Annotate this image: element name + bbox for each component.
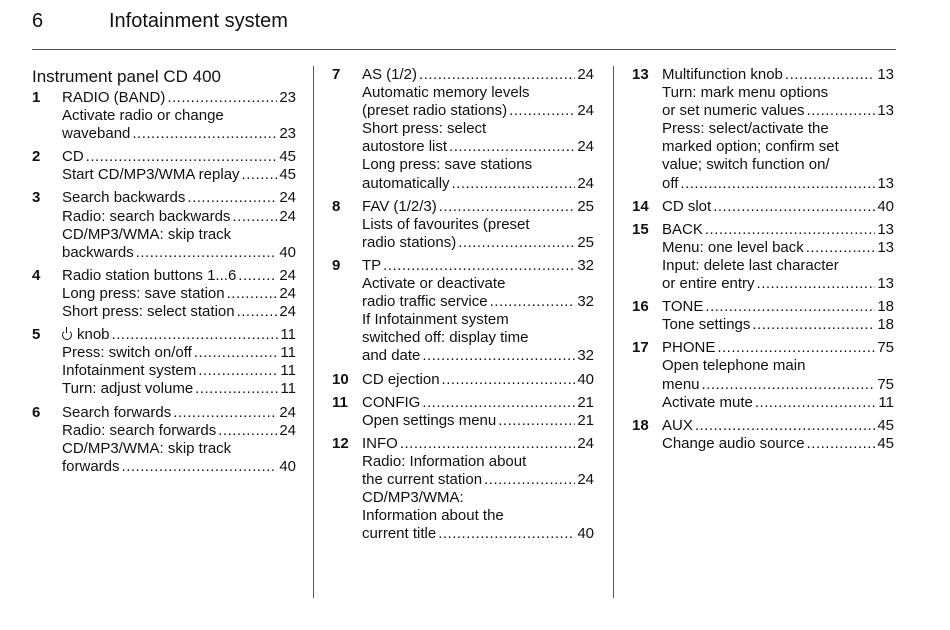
line-text: Open telephone main [662,357,806,375]
index-text-line [662,156,894,174]
entry-lines [362,394,594,430]
line-text: off [662,174,679,192]
index-entry [32,326,296,398]
index-line [362,198,594,216]
page-ref: 40 [279,457,296,475]
index-line [662,376,894,394]
entry-number: 5 [32,326,41,344]
page-ref: 21 [577,411,594,429]
line-text: Long press: save stations [362,156,533,174]
line-text: Short press: select [362,120,487,138]
line-text: or entire entry [662,275,755,293]
line-text [62,326,110,344]
line-text: TP [362,256,382,274]
line-text: Information about the [362,507,504,525]
dot-leader [438,525,575,543]
page-ref: 24 [577,174,594,192]
line-text: automatically [362,174,450,192]
entry-number: 9 [332,256,341,274]
index-text-line [662,138,894,156]
dot-leader [422,394,575,412]
index-line [662,66,894,84]
page-ref: 24 [577,138,594,156]
entry-lines [662,298,894,334]
index-text-line [62,107,296,125]
dot-leader [167,89,277,107]
index-entry [32,267,296,321]
index-line [62,125,296,143]
page-ref: 32 [577,256,594,274]
dot-leader [717,339,875,357]
index-text-line [662,120,894,138]
line-text: CD/MP3/WMA: skip track [62,439,232,457]
column-2 [332,66,594,548]
index-entry [32,189,296,261]
page-ref: 18 [877,298,894,316]
page-ref: 45 [877,416,894,434]
index-text-line [362,311,594,329]
index-entry [332,257,594,366]
dot-leader [439,198,576,216]
page-number: 6 [32,10,44,32]
entry-lines [662,417,894,453]
dot-leader [807,102,876,120]
page-ref: 13 [877,220,894,238]
line-text: the current station [362,470,483,488]
line-text: (preset radio stations) [362,102,508,120]
line-text: Radio station buttons 1...6 [62,266,237,284]
line-text: Change audio source [662,434,805,452]
line-label: knob [77,326,110,344]
entry-list [632,66,894,453]
index-line [62,380,296,398]
index-line [362,471,594,489]
index-text-line [662,257,894,275]
page-ref: 40 [577,370,594,388]
entry-lines [662,66,894,193]
index-line [662,239,894,257]
line-text: marked option; confirm set [662,138,839,156]
entry-number: 6 [32,403,41,421]
dot-leader [173,404,277,422]
dot-leader [705,221,875,239]
dot-leader [490,293,576,311]
page-ref: 24 [279,403,296,421]
dot-leader [419,66,575,84]
dot-leader [806,239,876,257]
line-text: or set numeric values [662,102,805,120]
index-line [662,175,894,193]
page-ref: 24 [577,470,594,488]
line-text: menu [662,375,700,393]
index-line [62,326,296,344]
entry-lines [62,189,296,261]
index-entry [632,417,894,453]
line-text: Search forwards [62,403,172,421]
index-entry [632,298,894,334]
entry-number: 16 [632,298,649,316]
line-text: switched off: display time [362,329,529,347]
dot-leader [242,166,278,184]
line-text: TONE [662,298,704,316]
page-ref: 24 [279,189,296,207]
line-text: waveband [62,125,131,143]
dot-leader [112,326,279,344]
index-line [362,257,594,275]
page-ref: 18 [877,316,894,334]
line-text: CD/MP3/WMA: skip track [62,225,232,243]
entry-number: 12 [332,434,349,452]
dot-leader [122,458,278,476]
dot-leader [136,244,278,262]
index-line [362,371,594,389]
entry-number: 1 [32,89,41,106]
entry-lines [362,371,594,389]
index-line [362,138,594,156]
line-text: Tone settings [662,316,751,334]
line-text: Radio: Information about [362,452,527,470]
dot-leader [422,347,575,365]
section-title: Instrument panel CD 400 [32,67,221,86]
column-3 [632,66,894,458]
entry-number: 15 [632,220,649,238]
dot-leader [785,66,875,84]
line-text: radio traffic service [362,293,488,311]
line-text: CD ejection [362,370,440,388]
entry-number: 2 [32,148,41,166]
index-text-line [662,357,894,375]
entry-lines [62,148,296,184]
line-text: Menu: one level back [662,238,804,256]
index-line [62,208,296,226]
line-text: Infotainment system [62,362,197,380]
line-text: Search backwards [62,189,186,207]
index-entry [32,89,296,143]
index-text-line [362,156,594,174]
index-entry [332,394,594,430]
index-line [662,298,894,316]
index-entry [632,66,894,193]
dot-leader [755,394,877,412]
dot-leader [238,267,277,285]
index-text-line [362,453,594,471]
entry-lines [362,257,594,366]
dot-leader [498,412,575,430]
line-text: AUX [662,416,693,434]
line-text: CD/MP3/WMA: [362,489,464,507]
index-entry [332,198,594,252]
page-ref: 11 [280,380,296,398]
entry-list [332,66,594,543]
entry-number: 11 [332,393,348,411]
line-text: Input: delete last character [662,256,839,274]
entry-number: 4 [32,266,41,284]
line-text: Start CD/MP3/WMA replay [62,166,240,184]
entry-number: 7 [332,66,341,83]
chapter-title: Infotainment system [109,10,288,32]
line-text: Activate radio or change [62,107,224,125]
line-text: RADIO (BAND) [62,89,166,106]
page-ref: 24 [279,284,296,302]
index-entry [32,148,296,184]
page-ref: 13 [877,66,894,83]
dot-leader [695,417,875,435]
index-line [62,267,296,285]
line-text: FAV (1/2/3) [362,197,437,215]
column-1 [32,66,296,481]
line-text: Automatic memory levels [362,84,530,102]
index-line [62,166,296,184]
page-ref: 25 [577,197,594,215]
entry-lines [62,326,296,398]
index-entry [332,435,594,544]
dot-leader [198,362,278,380]
page-ref: 45 [279,148,296,166]
index-text-line [62,226,296,244]
index-line [362,66,594,84]
dot-leader [458,234,575,252]
index-line [362,293,594,311]
index-line [662,221,894,239]
index-text-line [662,84,894,102]
index-line [362,394,594,412]
page-ref: 13 [877,102,894,120]
page-ref: 75 [877,375,894,393]
line-text: Open settings menu [362,411,497,429]
page-ref: 40 [279,243,296,261]
index-line [362,102,594,120]
line-text: forwards [62,457,120,475]
page-ref: 24 [577,434,594,452]
page-ref: 11 [280,362,296,380]
index-line [662,417,894,435]
page-ref: 75 [877,339,894,357]
page-ref: 24 [279,266,296,284]
index-line [662,339,894,357]
page-ref: 24 [279,303,296,321]
line-text: Press: select/activate the [662,120,829,138]
page-ref: 21 [577,393,594,411]
page-ref: 11 [280,326,296,344]
dot-leader [757,275,876,293]
page-ref: 11 [878,393,894,411]
entry-lines [662,339,894,411]
entry-number: 8 [332,197,341,215]
index-text-line [362,489,594,507]
line-text: PHONE [662,339,716,357]
line-text: autostore list [362,138,448,156]
entry-number: 3 [32,189,41,207]
index-line [362,412,594,430]
line-text: and date [362,347,421,365]
entry-number: 18 [632,416,649,434]
index-line [362,234,594,252]
line-text: backwards [62,243,134,261]
dot-leader [713,198,875,216]
page-ref: 32 [577,293,594,311]
index-entry [332,66,594,193]
index-line [62,404,296,422]
column-divider [613,66,614,598]
line-text: Activate mute [662,393,753,411]
line-text: Turn: mark menu options [662,84,829,102]
index-line [662,394,894,412]
page-ref: 23 [279,125,296,143]
line-text: BACK [662,220,703,238]
dot-leader [509,102,575,120]
entry-lines [362,435,594,544]
page-ref: 24 [279,207,296,225]
dot-leader [383,257,575,275]
page-ref: 23 [279,89,296,106]
power-icon [62,330,72,340]
line-text: Long press: save station [62,284,225,302]
line-text: Activate or deactivate [362,275,506,293]
page-ref: 40 [577,525,594,543]
page-ref: 24 [279,421,296,439]
line-text: Turn: adjust volume [62,380,194,398]
index-line [662,316,894,334]
entry-lines [362,198,594,252]
index-line [62,244,296,262]
line-text: value; switch function on/ [662,156,830,174]
line-text: Radio: search forwards [62,421,217,439]
line-text: Multifunction knob [662,66,783,83]
page-ref: 13 [877,174,894,192]
index-line [662,198,894,216]
page-ref: 24 [577,66,594,83]
page-ref: 32 [577,347,594,365]
dot-leader [195,380,278,398]
page-ref: 45 [279,166,296,184]
index-text-line [362,216,594,234]
index-text-line [362,120,594,138]
entry-number: 13 [632,66,649,83]
dot-leader [449,138,575,156]
line-text: AS (1/2) [362,66,418,83]
dot-leader [705,298,875,316]
entry-list [32,89,296,476]
entry-number: 14 [632,197,649,215]
line-text: INFO [362,434,398,452]
entry-lines [662,198,894,216]
index-line [62,344,296,362]
dot-leader [218,422,277,440]
index-line [62,303,296,321]
line-text: Lists of favourites (preset [362,215,530,233]
entry-lines [662,221,894,293]
line-text: radio stations) [362,233,457,251]
index-line [62,362,296,380]
entry-number: 10 [332,370,349,388]
index-entry [632,339,894,411]
index-line [662,435,894,453]
line-text: Press: switch on/off [62,344,192,362]
dot-leader [194,344,279,362]
entry-lines [362,66,594,193]
index-line [62,422,296,440]
page-ref: 24 [577,102,594,120]
index-line [662,102,894,120]
index-line [62,285,296,303]
line-text: CONFIG [362,393,421,411]
index-entry [632,221,894,293]
index-line [62,148,296,166]
dot-leader [86,148,278,166]
index-line [362,435,594,453]
dot-leader [400,435,575,453]
index-line [62,189,296,207]
page-ref: 13 [877,238,894,256]
dot-leader [227,285,278,303]
dot-leader [752,316,875,334]
index-text-line [362,329,594,347]
index-line [362,347,594,365]
page-ref: 13 [877,275,894,293]
line-text: CD [62,148,84,166]
dot-leader [452,175,576,193]
index-entry [32,404,296,476]
index-line [662,275,894,293]
dot-leader [702,376,876,394]
index-line [62,458,296,476]
line-text: CD slot [662,197,712,215]
page-ref: 45 [877,434,894,452]
line-text: current title [362,525,437,543]
index-text-line [362,507,594,525]
column-divider [313,66,314,598]
dot-leader [807,435,876,453]
index-entry [332,371,594,389]
dot-leader [232,208,277,226]
dot-leader [132,125,277,143]
header-rule [32,49,896,50]
dot-leader [187,189,277,207]
line-text: If Infotainment system [362,311,509,329]
index-text-line [362,275,594,293]
dot-leader [484,471,575,489]
entry-lines [62,404,296,476]
dot-leader [237,303,278,321]
index-line [62,89,296,107]
index-text-line [62,440,296,458]
dot-leader [680,175,875,193]
index-line [362,175,594,193]
index-line [362,525,594,543]
line-text: Short press: select station [62,303,235,321]
line-text: Radio: search backwards [62,207,231,225]
entry-number: 17 [632,339,649,357]
dot-leader [442,371,576,389]
entry-lines [62,89,296,143]
index-text-line [362,84,594,102]
index-entry [632,198,894,216]
page-ref: 40 [877,197,894,215]
page-ref: 25 [577,233,594,251]
entry-lines [62,267,296,321]
page-ref: 11 [280,344,296,362]
